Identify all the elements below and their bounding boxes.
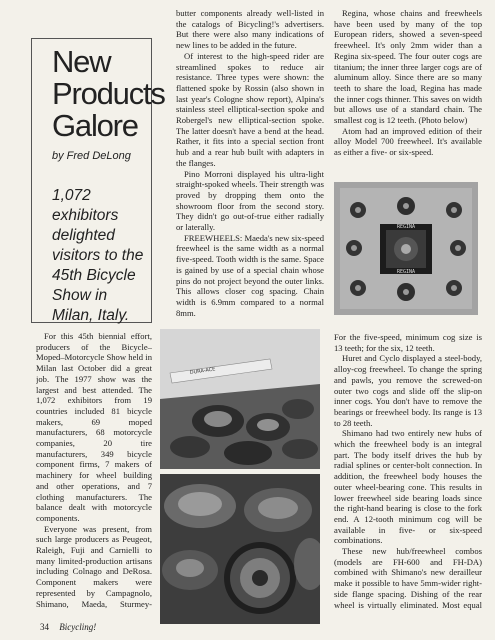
paragraph: For the five-speed, minimum cog size is 13 teeth; for the six, 12 teeth. [334,332,482,353]
magazine-name: Bicycling! [59,622,97,632]
text-column-1 [36,331,152,609]
paragraph: Everyone was present, from such large producers as Peugeot, Raleigh, Fuji and Carnielli to many limited-production artisans including Colnago and DeRosa. Component makers were represented by Campagnolo, Shimano, Maeda, Sturmey- [36,523,152,609]
display-brand-text-bottom: REGINA [396,269,416,275]
paragraph: FREEWHEELS: Maeda's new six-speed freewheel is the same width as a normal five-speed. Tooth width is the same. Space is gained by use of a special chain whose pins do not project beyond the outer links. This allows closer cog spacing. Chain width is 6.9mm compared to a normal 8mm. [176,232,324,318]
freewheel-closeup-photo [160,474,320,624]
paragraph: Of interest to the high-speed rider are streamlined spokes to reduce air resistance. Three types were shown: the flattened spoke by Rossin (also shown in last year's Cologne show report), Alpina's stainless steel elliptical-section spoke and Robergel's new elliptical-section spoke. The latter doesn't have a bend at the head. Rather, it fits into a special section front hub and a rear hub built with adapters in the flanges. [176,50,324,168]
paragraph: These new hub/freewheel combos (models are FH-600 and FH-DA) combined with Shimano's new derailleur make it possible to have 5mm-wider right-side flange spacing. Dishing of the rear wheel is virtually eliminated. Most equal [334,546,482,610]
paragraph: Shimano had two entirely new hubs of which the freewheel body is an integral part. The body itself drives the hub by radial splines or center-bolt connection. In addition, the freewheel body houses the outer wheel-bearing cone. This results in lower freewheel side bearing loads since the right-hand bearing is close to the fork end. A 12-tooth minimum cog will be available in five- or six-speed combinations. [334,428,482,546]
paragraph: Pino Morroni displayed his ultra-light straight-spoked wheels. Their strength was proved by dropping them onto the showroom floor from the second story. They didn't go out-of-true either radially or laterally. [176,168,324,233]
paragraph: Regina, whose chains and freewheels have been used by many of the top European riders, showed a seven-speed freewheel. It's only 2mm wider than a Regina six-speed. The four outer cogs are titanium; the inner three larger cogs are of aluminum alloy. Since there are so many teeth to share the load, Regina has made the inner cogs thinner. This saves on width but allows use of a standard chain. The smallest cog is 12 teeth. (Photo below) [334,8,482,126]
article-title: New Products Galore [52,44,165,143]
page-number: 34 [40,622,49,632]
paragraph: Atom had an improved edition of their alloy Model 700 freewheel. It's available as either a five- or six-speed. [334,125,482,158]
freewheel-parts-photo [160,329,320,469]
article-deck: 1,072 exhibitors delighted visitors to the 45th Bicycle Show in Milan, Italy. [52,187,144,324]
display-brand-text: REGINA [396,224,416,230]
paragraph: butter components already well-listed in the catalogs of Bicycling!'s advertisers. But there were also many indications of new lines to be added in the future. [176,8,324,51]
byline: by Fred DeLong [52,150,131,162]
freewheel-display-photo [334,182,478,315]
text-column-2 [176,8,324,318]
text-column-4 [334,332,482,610]
text-column-3 [334,8,482,174]
paragraph: For this 45th biennial effort, producers of the Bicycle–Moped–Motorcycle Show held in Milan last October did a great job. The 1977 show was the largest and best attended. The 1,072 exhibitors from 19 countries included 81 bicycle makers, 69 moped manufacturers, 68 motorcycle companies, 20 tire manufacturers, 349 bicycle component firms, 7 makers of machinery for wheel building and other operations, and 7 clothing manufacturers. The balance dealt with motorcycle components. [36,331,152,523]
hub-label-text: DURA-ACE [189,366,216,376]
page-footer [40,622,96,632]
paragraph: Huret and Cyclo displayed a steel-body, alloy-cog freewheel. To change the spring and pawls, you remove the screwed-on outer two cogs and slide off the slip-on inner cogs. You don't have to remove the bearings or freewheel body. Its range is 13 to 28 teeth. [334,353,482,428]
